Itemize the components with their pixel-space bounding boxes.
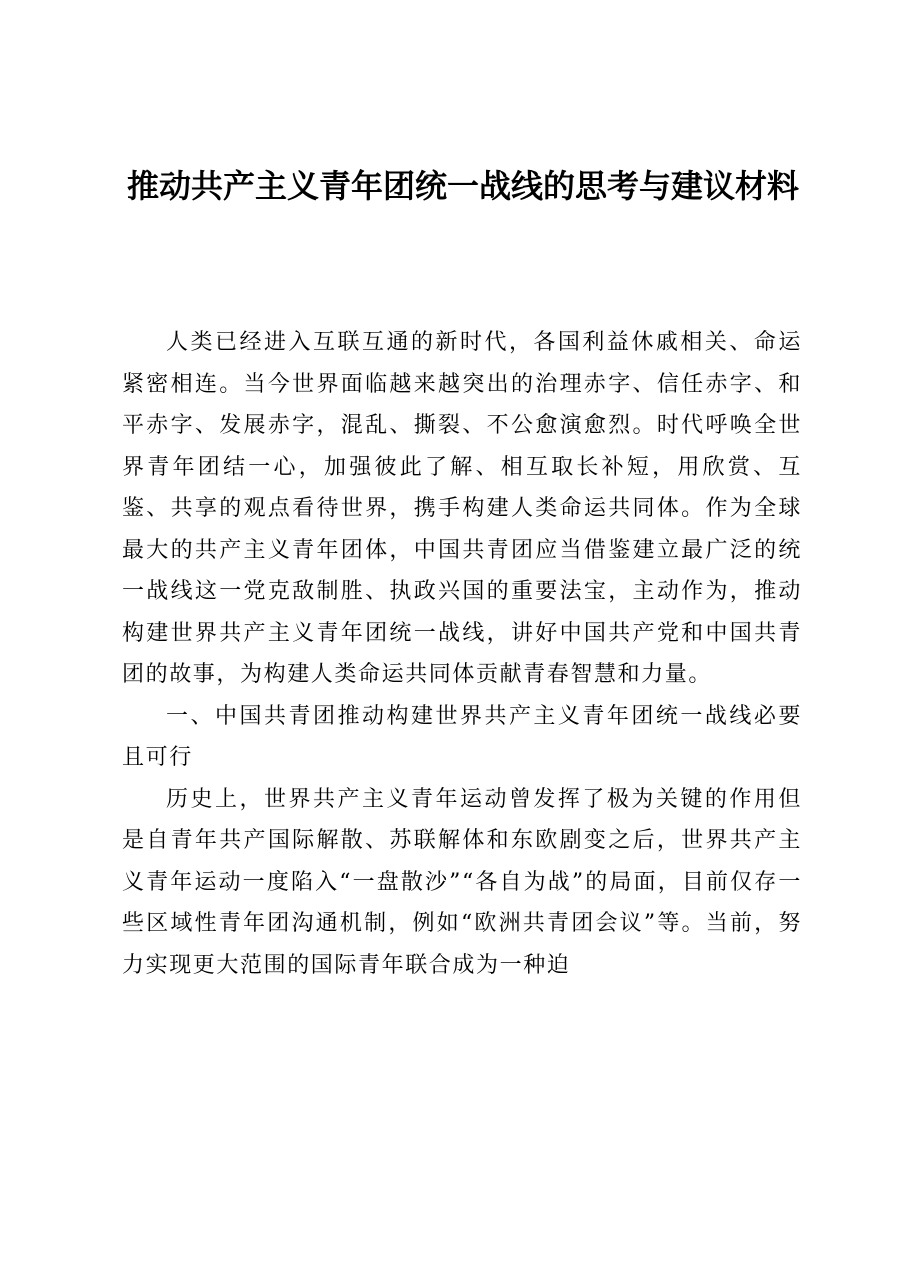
document-body bbox=[122, 322, 802, 986]
paragraph-history: 历史上，世界共产主义青年运动曾发挥了极为关键的作用但是自青年共产国际解散、苏联解体和东欧剧变之后，世界共产主义青年运动一度陷入“一盘散沙”“各自为战”的局面，目前仅存一些区域性青年团沟通机制，例如“欧洲共青团会议”等。当前，努力实现更大范围的国际青年联合成为一种迫 bbox=[122, 786, 802, 978]
section-heading-1: 一、中国共青团推动构建世界共产主义青年团统一战线必要且可行 bbox=[122, 703, 802, 770]
paragraph-intro: 人类已经进入互联互通的新时代，各国利益休戚相关、命运紧密相连。当今世界面临越来越突出的治理赤字、信任赤字、和平赤字、发展赤字，混乱、撕裂、不公愈演愈烈。时代呼唤全世界青年团结一心，加强彼此了解、相互取长补短，用欣赏、互鉴、共享的观点看待世界，携手构建人类命运共同体。作为全球最大的共产主义青年团体，中国共青团应当借鉴建立最广泛的统一战线这一党克敌制胜、执政兴国的重要法宝，主动作为，推动构建世界共产主义青年团统一战线，讲好中国共产党和中国共青团的故事，为构建人类命运共同体贡献青春智慧和力量。 bbox=[122, 330, 802, 687]
document-title: 推动共产主义青年团统一战线的思考与建议材料 bbox=[126, 167, 799, 205]
